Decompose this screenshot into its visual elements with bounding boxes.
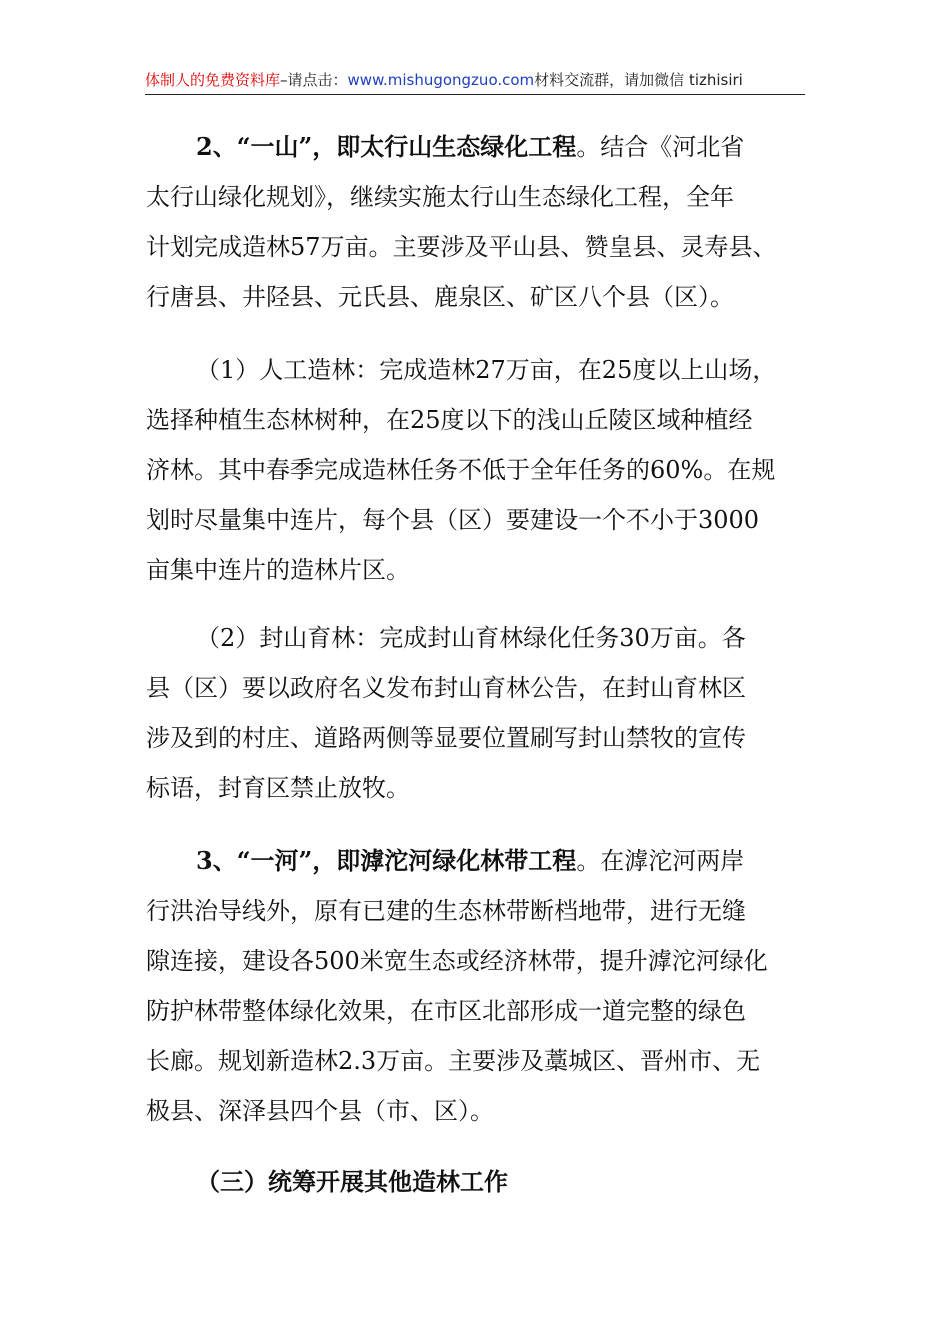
section-2-heading: 2、“一山”，即太行山生态绿化工程 <box>196 132 577 161</box>
section-three-heading: （三）统筹开展其他造林工作 <box>196 1167 508 1196</box>
text-line: 标语，封育区禁止放牧。 <box>146 774 410 802</box>
section-2 <box>146 122 816 322</box>
text-span: 。在滹沱河两岸 <box>576 847 745 875</box>
website-link[interactable]: www.mishugongzuo.com <box>347 71 535 89</box>
text-line: 济林。其中春季完成造林任务不低于全年任务的60%。在规 <box>146 456 776 484</box>
text-line: 极县、深泽县四个县（市、区）。 <box>146 1097 494 1125</box>
text-line: 行洪治导线外，原有已建的生态林带断档地带，进行无缝 <box>146 897 746 925</box>
text-line: 选择种植生态林树种，在25度以下的浅山丘陵区域种植经 <box>146 406 753 434</box>
text-line: 亩集中连片的造林片区。 <box>146 556 410 584</box>
paragraph-2 <box>146 613 816 813</box>
text-line: 县（区）要以政府名义发布封山育林公告，在封山育林区 <box>146 674 746 702</box>
text-line: 涉及到的村庄、道路两侧等显要位置刷写封山禁牧的宣传 <box>146 724 746 752</box>
text-line: 划时尽量集中连片，每个县（区）要建设一个不小于3000 <box>146 506 760 534</box>
text-line: 长廊。规划新造林2.3万亩。主要涉及藁城区、晋州市、无 <box>146 1047 761 1075</box>
text-line: 太行山绿化规划》，继续实施太行山生态绿化工程，全年 <box>146 183 734 211</box>
section-3 <box>146 836 816 1136</box>
text-span: 。结合《河北省 <box>576 133 745 161</box>
library-name: 体制人的免费资料库 <box>145 71 281 89</box>
text-line <box>146 836 816 886</box>
text-line: 隙连接，建设各500米宽生态或经济林带，提升滹沱河绿化 <box>146 947 768 975</box>
text-line <box>146 122 816 172</box>
group-text: 材料交流群，请加微信 tizhisiri <box>534 71 743 89</box>
text-line: （1）人工造林：完成造林27万亩，在25度以上山场， <box>196 356 777 384</box>
section-three <box>146 1157 816 1207</box>
text-line: 防护林带整体绿化效果，在市区北部形成一道完整的绿色 <box>146 997 746 1025</box>
text-line: （2）封山育林：完成封山育林绿化任务30万亩。各 <box>196 624 746 652</box>
text-line: 计划完成造林57万亩。主要涉及平山县、赞皇县、灵寿县、 <box>146 233 777 261</box>
text-line: 行唐县、井陉县、元氏县、鹿泉区、矿区八个县（区）。 <box>146 283 734 311</box>
click-prompt: –请点击： <box>280 71 348 89</box>
section-3-heading: 3、“一河”，即滹沱河绿化林带工程 <box>196 846 577 875</box>
page-header <box>145 66 805 95</box>
paragraph-1 <box>146 345 816 595</box>
